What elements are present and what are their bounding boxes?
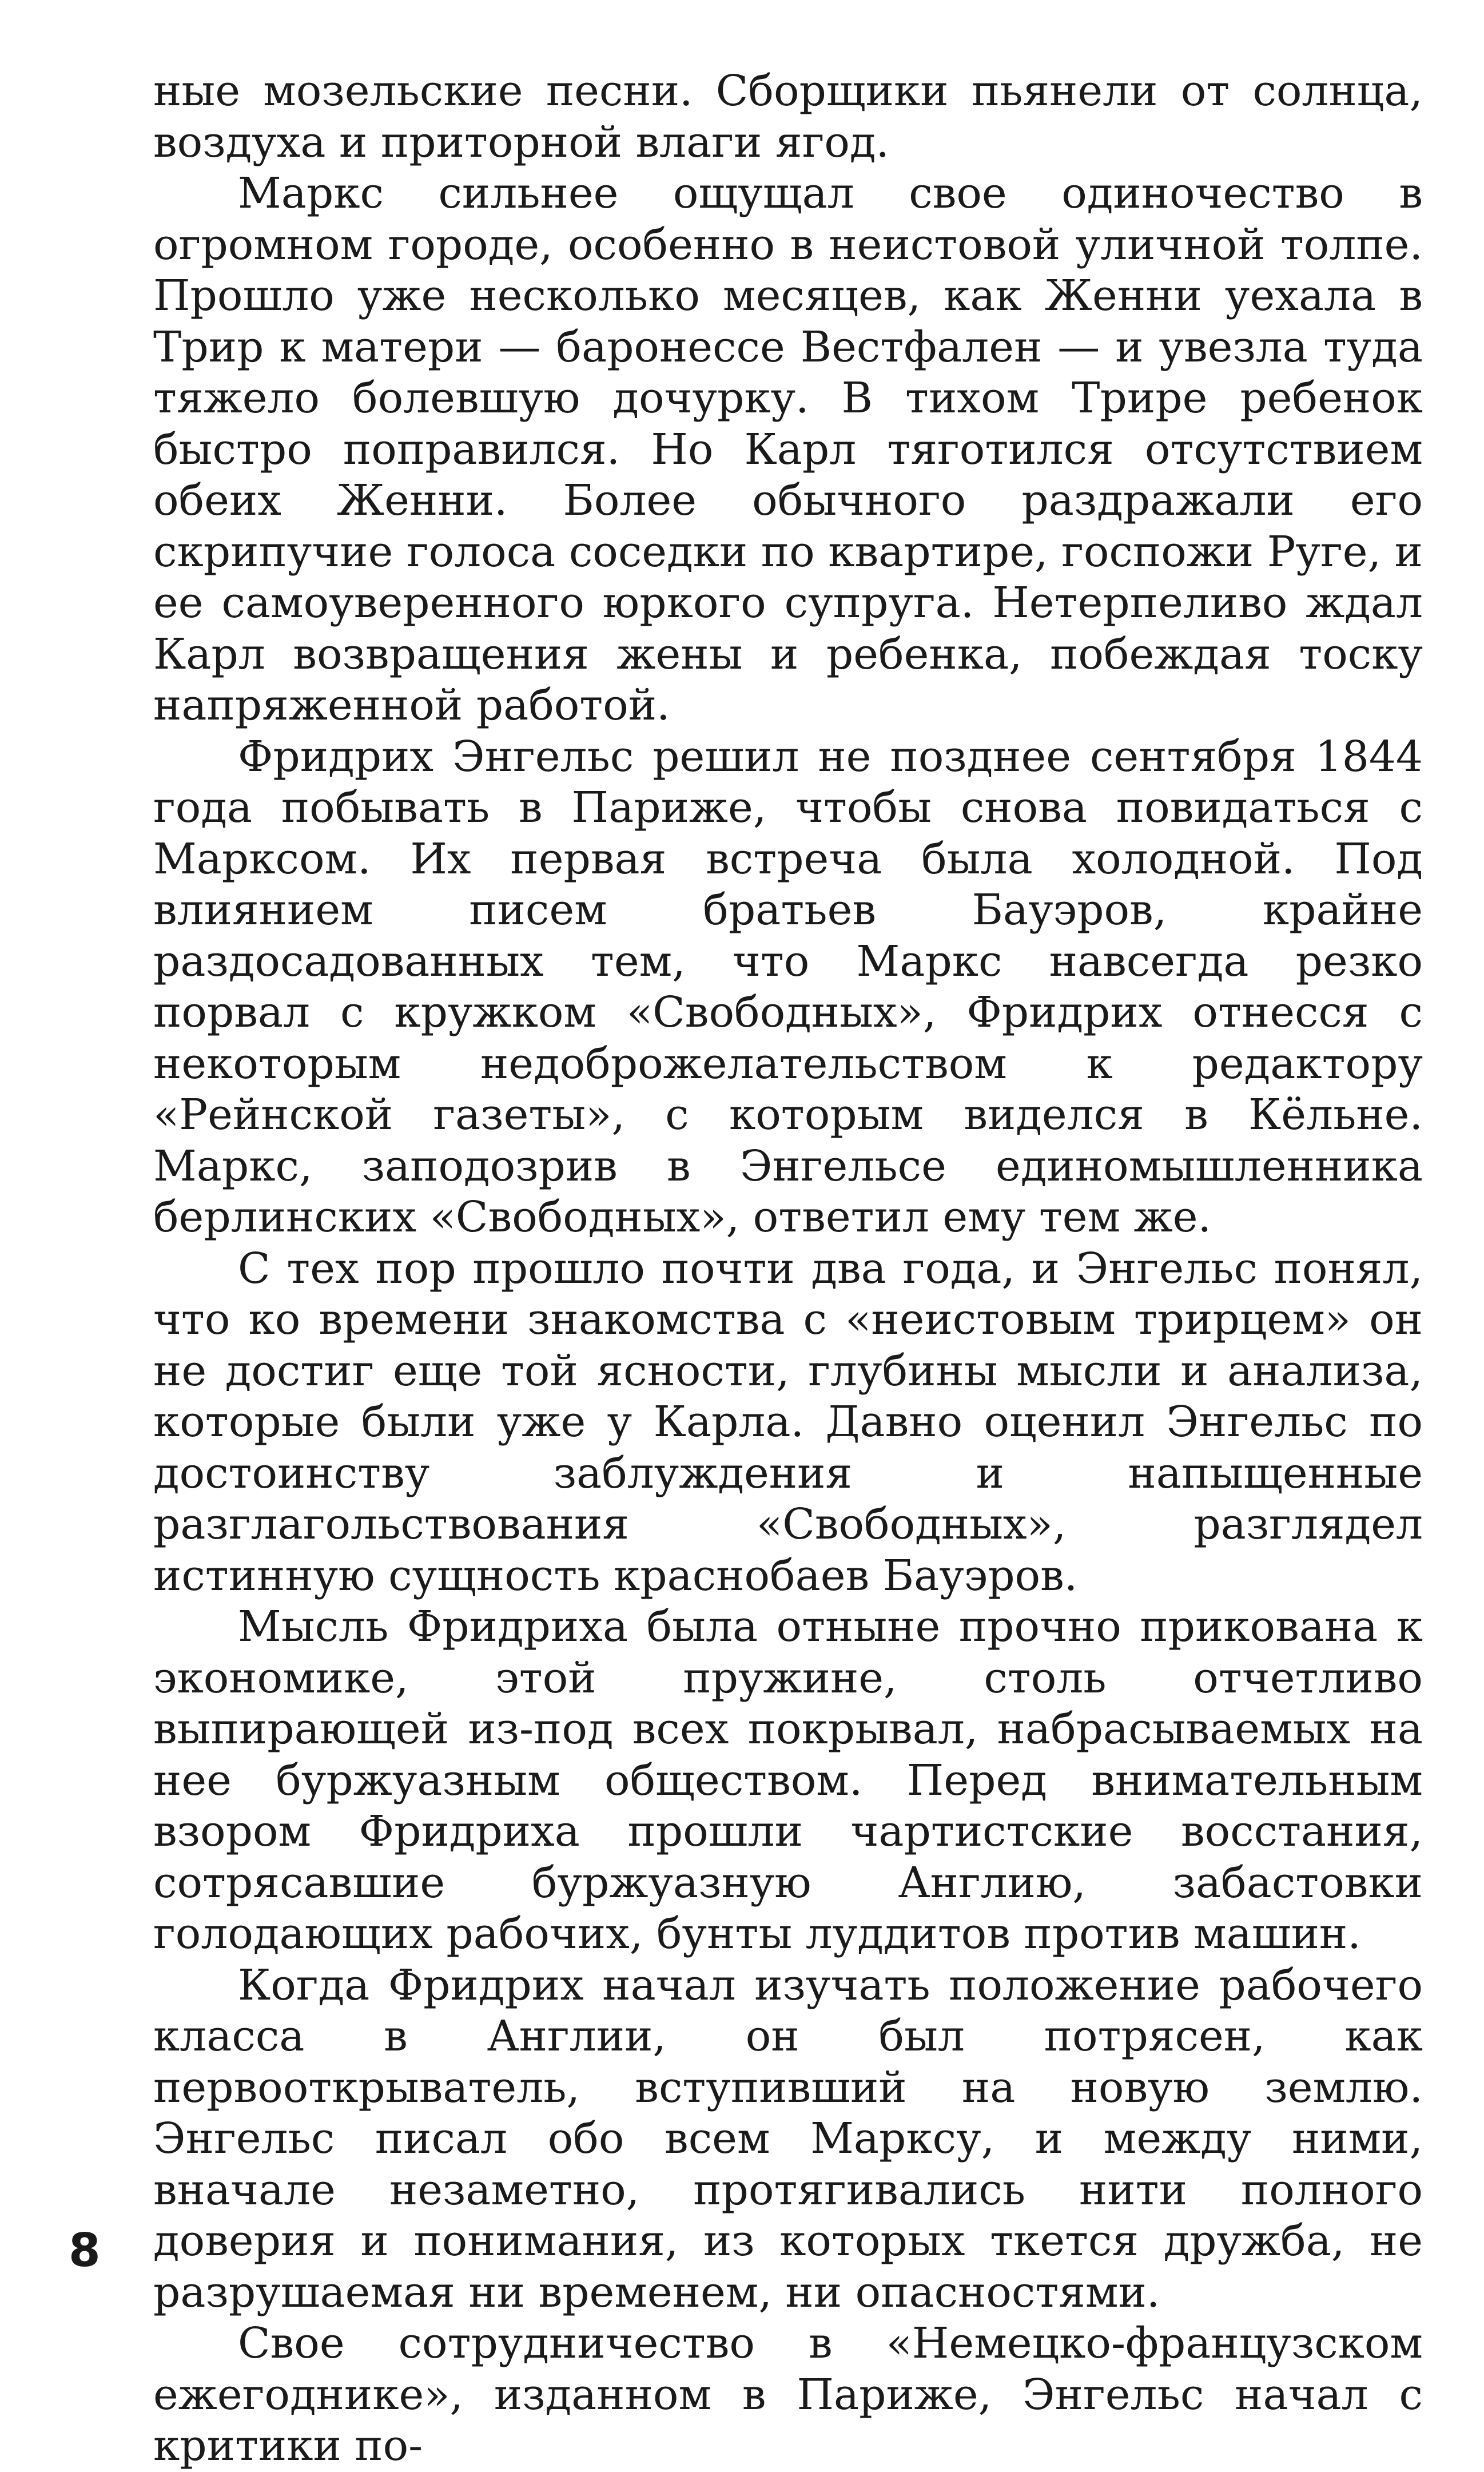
paragraph-continuation: ные мозельские песни. Сборщики пьянели от солнца, воздуха и приторной влаги ягод. <box>153 66 1423 167</box>
book-page-text <box>153 66 1423 2472</box>
paragraph: Свое сотрудничество в «Немецко-французском ежегоднике», изданном в Париже, Энгельс начал с критики по- <box>153 2319 1423 2470</box>
paragraph: С тех пор прошло почти два года, и Энгельс понял, что ко времени знакомства с «неистовым трирцем» он не достиг еще той ясности, глубины мысли и анализа, которые были уже у Карла. Давно оценил Энгельс по достоинству заблуждения и напыщенные разглагольствования «Свободных», разглядел истинную сущность краснобаев Бауэров. <box>153 1243 1423 1600</box>
paragraph: Когда Фридрих начал изучать положение рабочего класса в Англии, он был потрясен, как первооткрыватель, вступивший на новую землю. Энгельс писал обо всем Марксу, и между ними, вначале незаметно, протягивались нити полного доверия и понимания, из которых ткется дружба, не разрушаемая ни временем, ни опасностями. <box>153 1960 1423 2317</box>
paragraph: Фридрих Энгельс решил не позднее сентября 1844 года побывать в Париже, чтобы снова повидаться с Марксом. Их первая встреча была холодной. Под влиянием писем братьев Бауэров, крайне раздосадованных тем, что Маркс навсегда резко порвал с кружком «Свободных», Фридрих отнесся с некоторым недоброжелательством к редактору «Рейнской газеты», с которым виделся в Кёльне. Маркс, заподозрив в Энгельсе единомышленника берлинских «Свободных», ответил ему тем же. <box>153 732 1423 1242</box>
paragraph: Мысль Фридриха была отныне прочно прикована к экономике, этой пружине, столь отчетливо выпирающей из-под всех покрывал, набрасываемых на нее буржуазным обществом. Перед внимательным взором Фридриха прошли чартистские восстания, сотрясавшие буржуазную Англию, забастовки голодающих рабочих, бунты луддитов против машин. <box>153 1602 1423 1958</box>
page-number: 8 <box>69 2224 101 2277</box>
paragraph: Маркс сильнее ощущал свое одиночество в огромном городе, особенно в неистовой уличной толпе. Прошло уже несколько месяцев, как Женни уехала в Трир к матери — баронессе Вестфален — и увезла туда тяжело болевшую дочурку. В тихом Трире ребенок быстро поправился. Но Карл тяготился отсутствием обеих Женни. Более обычного раздражали его скрипучие голоса соседки по квартире, госпожи Руге, и ее самоуверенного юркого супруга. Нетерпеливо ждал Карл возвращения жены и ребенка, побеждая тоску напряженной работой. <box>153 169 1423 730</box>
